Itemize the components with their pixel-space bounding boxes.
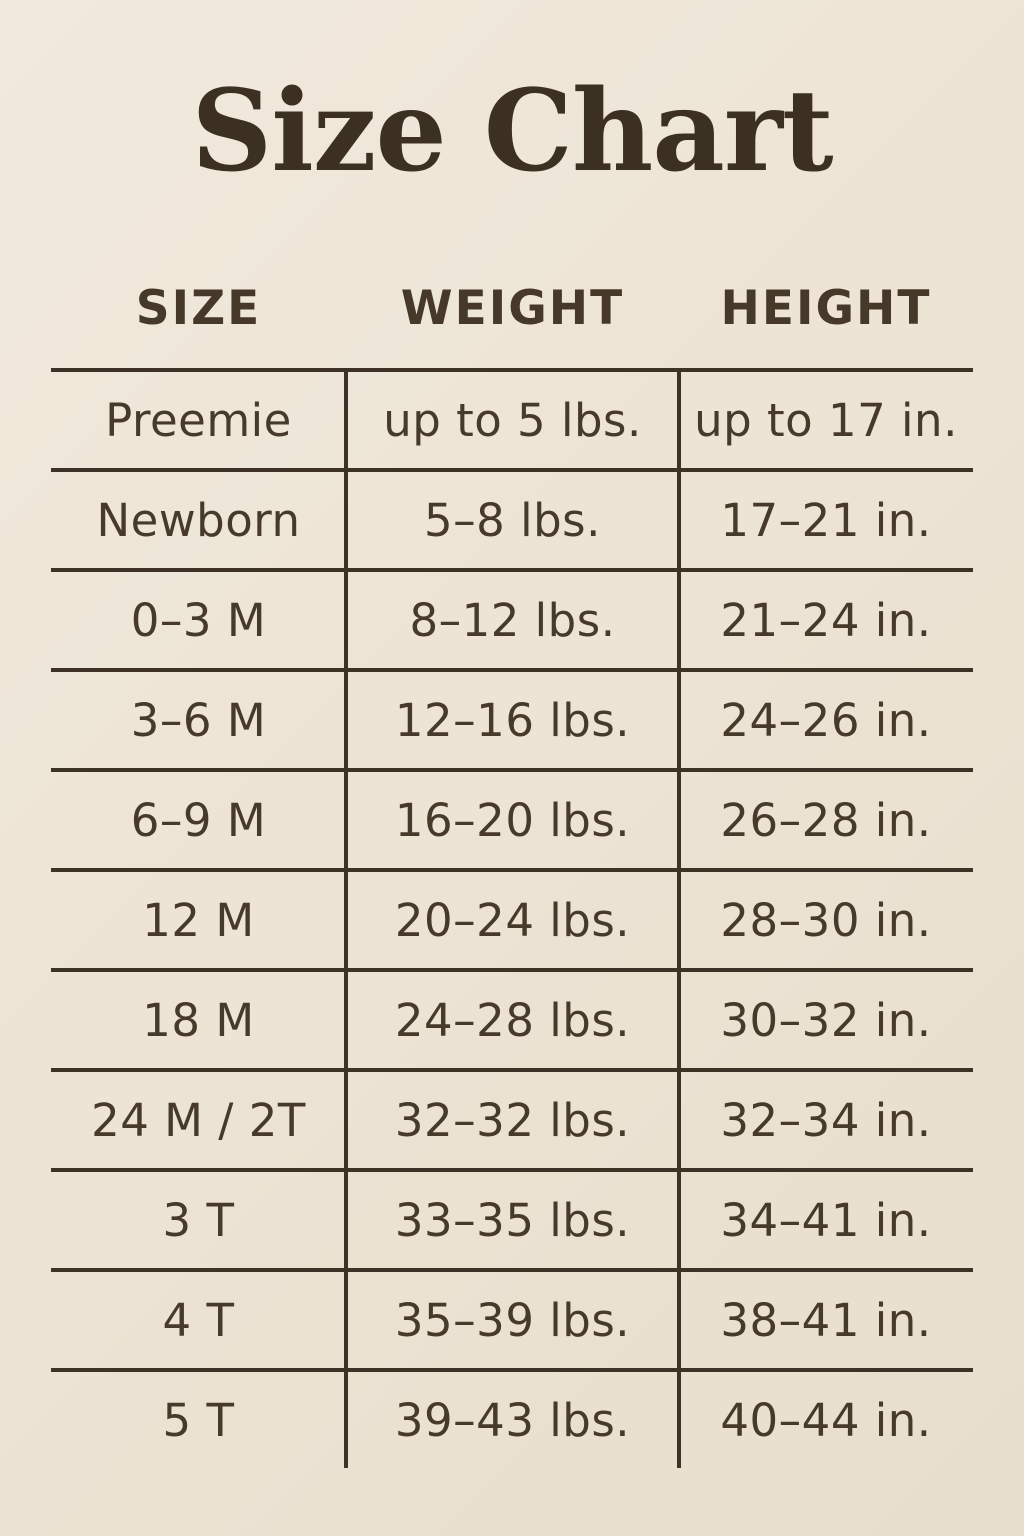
weight-cell: up to 5 lbs. [383,393,642,447]
table-row [51,1068,973,1168]
size-cell: 0–3 M [130,593,267,647]
column-header-size: SIZE [135,280,262,336]
table-row [51,468,973,568]
column-divider-left [344,368,348,1468]
height-cell: up to 17 in. [694,393,958,447]
height-cell: 24–26 in. [720,693,932,747]
size-cell: 3–6 M [130,693,267,747]
height-cell: 26–28 in. [720,793,932,847]
weight-cell: 8–12 lbs. [409,593,616,647]
size-cell: 24 M / 2T [91,1093,306,1147]
weight-cell: 24–28 lbs. [394,993,631,1047]
column-divider-right [677,368,681,1468]
weight-cell: 16–20 lbs. [394,793,631,847]
height-cell: 34–41 in. [720,1193,932,1247]
height-cell: 38–41 in. [720,1293,932,1347]
table-header-row [51,276,973,340]
table-row [51,868,973,968]
height-cell: 30–32 in. [720,993,932,1047]
size-cell: 5 T [162,1393,235,1447]
weight-cell: 33–35 lbs. [394,1193,631,1247]
column-header-weight: WEIGHT [400,280,625,336]
weight-cell: 32–32 lbs. [394,1093,631,1147]
column-header-height: HEIGHT [720,280,932,336]
page-title: Size Chart [191,66,833,197]
height-cell: 32–34 in. [720,1093,932,1147]
table-row [51,368,973,468]
height-cell: 17–21 in. [720,493,932,547]
weight-cell: 12–16 lbs. [394,693,631,747]
weight-cell: 35–39 lbs. [394,1293,631,1347]
size-cell: 6–9 M [130,793,267,847]
table-row [51,968,973,1068]
size-cell: Newborn [96,493,301,547]
weight-cell: 20–24 lbs. [394,893,631,947]
weight-cell: 39–43 lbs. [394,1393,631,1447]
table-row [51,1168,973,1268]
size-cell: 3 T [162,1193,235,1247]
size-cell: 4 T [162,1293,235,1347]
weight-cell: 5–8 lbs. [424,493,601,547]
size-cell: 12 M [142,893,255,947]
table-row [51,768,973,868]
table-row [51,1268,973,1368]
height-cell: 21–24 in. [720,593,932,647]
size-chart-table [51,368,973,1468]
table-row [51,668,973,768]
height-cell: 40–44 in. [720,1393,932,1447]
table-row [51,1368,973,1468]
table-row [51,568,973,668]
height-cell: 28–30 in. [720,893,932,947]
size-cell: Preemie [105,393,292,447]
size-cell: 18 M [142,993,255,1047]
